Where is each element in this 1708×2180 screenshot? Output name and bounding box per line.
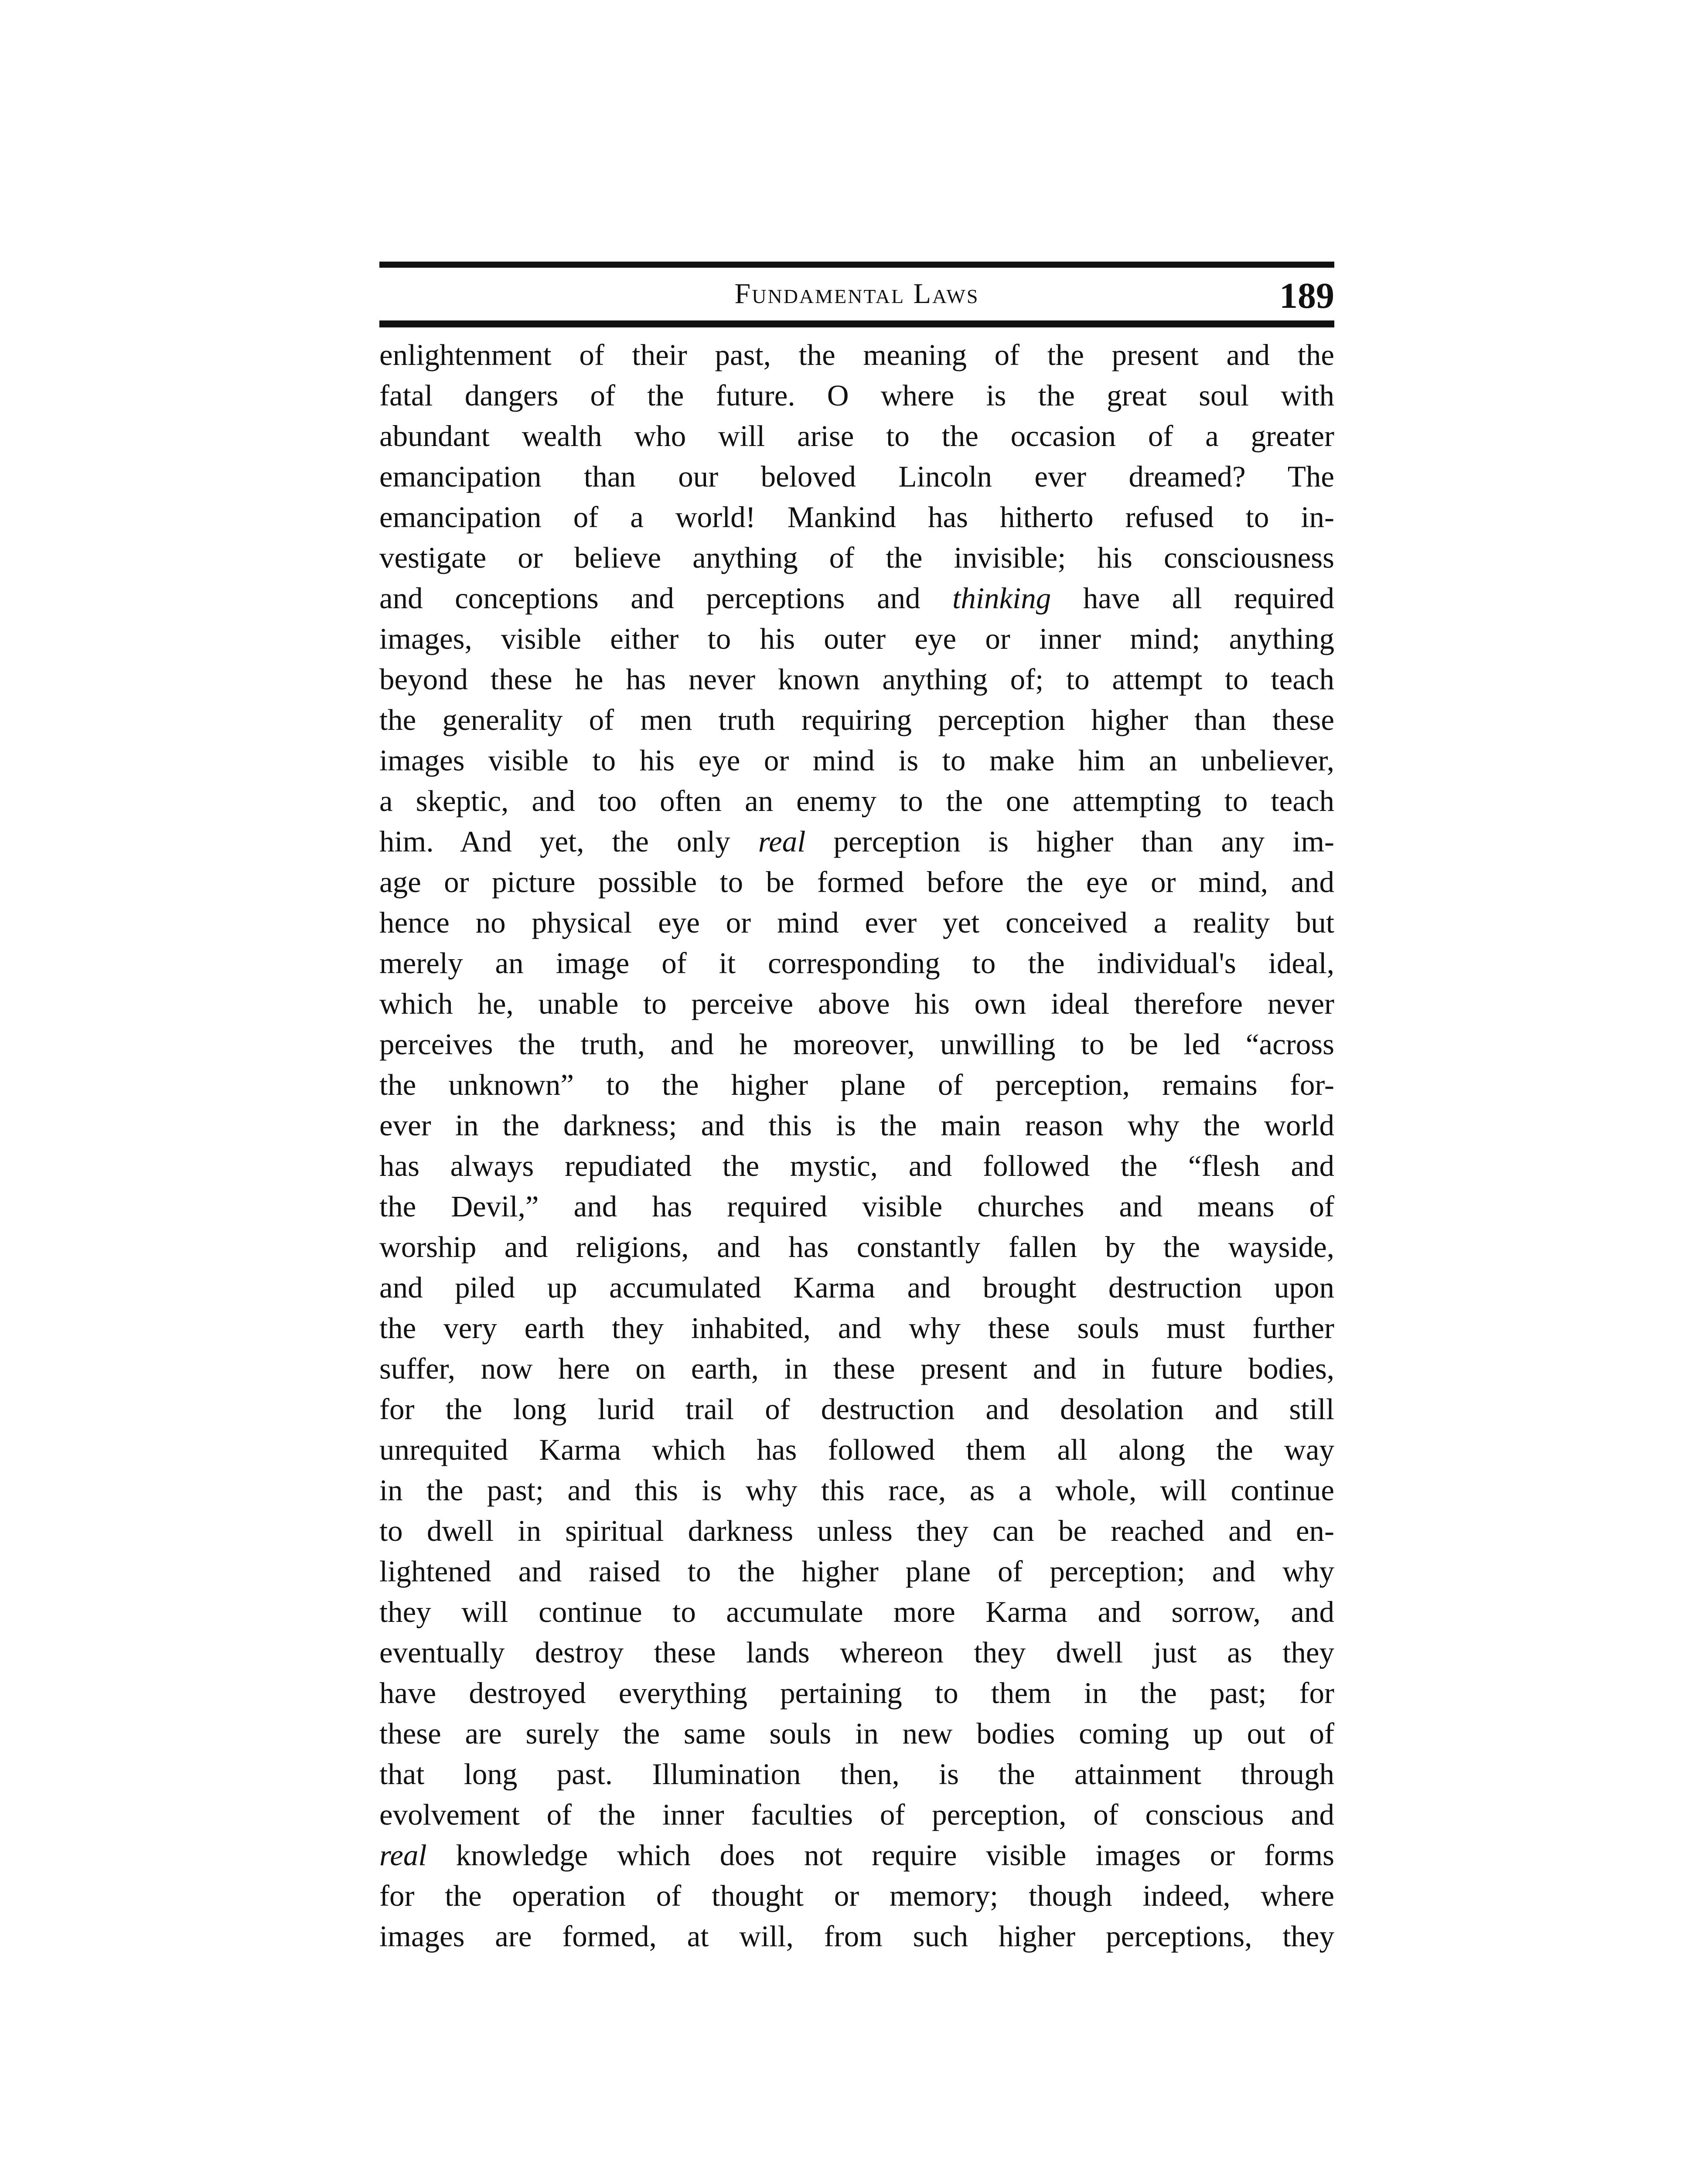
header-rule-bottom: [379, 320, 1334, 327]
text-line: enlightenment of their past, the meaning of the present and the: [379, 338, 1334, 371]
text-line: him. And yet, the only real perception is higher than any im-: [379, 825, 1334, 858]
text-line: suffer, now here on earth, in these present and in future bodies,: [379, 1352, 1334, 1385]
text-line: a skeptic, and too often an enemy to the one attempting to teach: [379, 784, 1334, 818]
text-line: for the long lurid trail of destruction and desolation and still: [379, 1393, 1334, 1426]
text-line: unrequited Karma which has followed them all along the way: [379, 1433, 1334, 1466]
text-line: emancipation than our beloved Lincoln ever dreamed? The: [379, 460, 1334, 493]
emphasized-word: real: [758, 825, 806, 858]
text-line: that long past. Illumination then, is the attainment through: [379, 1758, 1334, 1791]
text-line: perceives the truth, and he moreover, unwilling to be led “across: [379, 1028, 1334, 1061]
text-line: hence no physical eye or mind ever yet conceived a reality but: [379, 906, 1334, 939]
text-line: emancipation of a world! Mankind has hitherto refused to in-: [379, 501, 1334, 534]
emphasized-word: real: [379, 1839, 427, 1872]
text-line: to dwell in spiritual darkness unless they can be reached and en-: [379, 1514, 1334, 1547]
text-line: and piled up accumulated Karma and brought destruction upon: [379, 1271, 1334, 1304]
page-number: 189: [1279, 276, 1334, 316]
running-title: Fundamental Laws: [734, 278, 979, 310]
text-line: abundant wealth who will arise to the occasion of a greater: [379, 419, 1334, 453]
text-line: has always repudiated the mystic, and followed the “flesh and: [379, 1149, 1334, 1182]
emphasized-word: thinking: [952, 582, 1051, 615]
text-line: and conceptions and perceptions and thinking have all required: [379, 582, 1335, 615]
text-line: evolvement of the inner faculties of perception, of conscious and: [379, 1798, 1334, 1831]
text-line: the unknown” to the higher plane of perception, remains for-: [379, 1068, 1334, 1101]
text-line: images are formed, at will, from such higher perceptions, they: [379, 1920, 1334, 1953]
text-line: these are surely the same souls in new bodies coming up out of: [379, 1717, 1334, 1750]
text-line: age or picture possible to be formed before the eye or mind, and: [379, 865, 1334, 899]
text-line: for the operation of thought or memory; though indeed, where: [379, 1879, 1334, 1912]
text-line: in the past; and this is why this race, as a whole, will continue: [379, 1474, 1334, 1507]
text-line: eventually destroy these lands whereon they dwell just as they: [379, 1636, 1334, 1669]
text-line: the Devil,” and has required visible churches and means of: [379, 1190, 1334, 1223]
text-line: ever in the darkness; and this is the main reason why the world: [379, 1109, 1334, 1142]
text-line: beyond these he has never known anything of; to attempt to teach: [379, 663, 1334, 696]
text-line: they will continue to accumulate more Karma and sorrow, and: [379, 1595, 1334, 1628]
text-line: vestigate or believe anything of the invisible; his consciousness: [379, 541, 1334, 574]
text-line: lightened and raised to the higher plane of perception; and why: [379, 1555, 1334, 1588]
text-line: images, visible either to his outer eye or inner mind; anything: [379, 622, 1334, 655]
text-line: the very earth they inhabited, and why these souls must further: [379, 1311, 1334, 1345]
text-line: merely an image of it corresponding to the individual's ideal,: [379, 947, 1334, 980]
text-line: the generality of men truth requiring perception higher than these: [379, 703, 1334, 736]
text-line: images visible to his eye or mind is to make him an unbeliever,: [379, 744, 1334, 777]
text-line: fatal dangers of the future. O where is the great soul with: [379, 379, 1334, 412]
text-line: have destroyed everything pertaining to them in the past; for: [379, 1676, 1334, 1710]
text-line: which he, unable to perceive above his own ideal therefore never: [379, 987, 1334, 1020]
header-rule-top: [379, 262, 1334, 268]
running-head: [379, 275, 1334, 318]
text-line: real knowledge which does not require visible images or forms: [379, 1839, 1334, 1872]
text-line: worship and religions, and has constantly fallen by the wayside,: [379, 1230, 1334, 1264]
body-text: [379, 335, 1334, 1957]
